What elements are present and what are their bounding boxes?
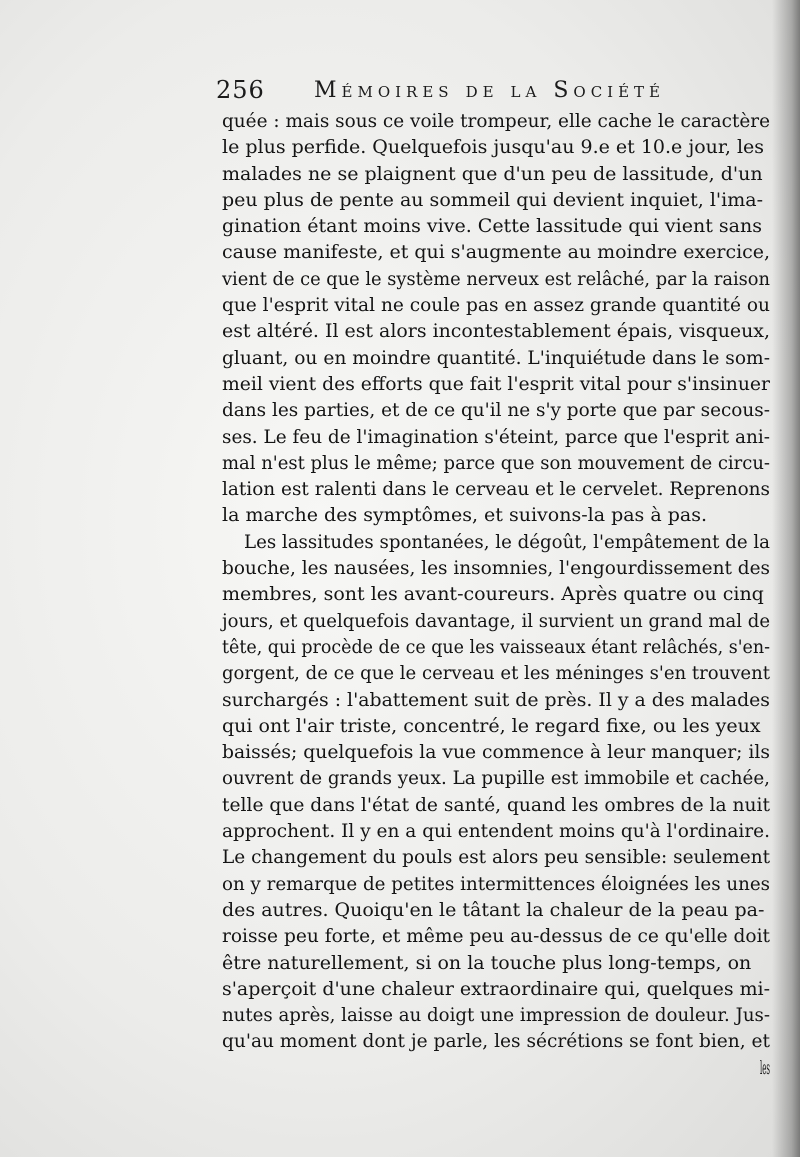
text-line: quée : mais sous ce voile trompeur, elle cache le caractère [222, 110, 771, 132]
text-line: être naturellement, si on la touche plus long-temps, on [222, 951, 752, 974]
binding-shadow [772, 0, 800, 1157]
text-line: bouche, les nausées, les insomnies, l'engourdissement des [222, 557, 770, 580]
text-line: gorgent, de ce que le cerveau et les méninges s'en trouvent [222, 662, 771, 685]
text-line: ouvrent de grands yeux. La pupille est immobile et cachée, [222, 767, 770, 790]
text-line: la marche des symptômes, et suivons-la pas à pas. [222, 504, 707, 527]
text-line: le plus perfide. Quelquefois jusqu'au 9.e et 10.e jour, les [222, 136, 765, 159]
text-line: est altéré. Il est alors incontestablement épais, visqueux, [222, 320, 771, 343]
text-line: ses. Le feu de l'imagination s'éteint, parce que l'esprit ani- [222, 425, 770, 448]
text-line: meil vient des efforts que fait l'esprit vital pour s'insinuer [222, 372, 770, 395]
text-line: cause manifeste, et qui s'augmente au moindre exercice, [222, 241, 771, 264]
text-line: malades ne se plaignent que d'un peu de lassitude, d'un [222, 162, 763, 185]
text-line: mal n'est plus le même; parce que son mouvement de circu- [222, 451, 770, 474]
text-line: les [760, 1056, 770, 1079]
text-line: lation est ralenti dans le cerveau et le cervelet. Reprenons [222, 478, 771, 501]
running-head: Mémoires de la Société [314, 78, 666, 103]
text-line: membres, sont les avant-coureurs. Après quatre ou cinq [222, 583, 764, 606]
text-line: qu'au moment dont je parle, les sécrétions se font bien, et [222, 1030, 770, 1053]
page-header [216, 74, 696, 108]
text-line: qui ont l'air triste, concentré, le regard fixe, ou les yeux [222, 714, 761, 737]
text-line: roisse peu forte, et même peu au-dessus de ce qu'elle doit [222, 925, 770, 948]
text-line: jours, et quelquefois davantage, il survient un grand mal de [222, 609, 771, 632]
text-line: surchargés : l'abattement suit de près. Il y a des malades [222, 688, 770, 711]
text-line: dans les parties, et de ce qu'il ne s'y porte que par secous- [222, 399, 770, 422]
text-line: gluant, ou en moindre quantité. L'inquiétude dans le som- [222, 346, 770, 369]
text-line: on y remarque de petites intermittences éloignées les unes [222, 872, 770, 895]
body-text [222, 108, 772, 1081]
text-line: peu plus de pente au sommeil qui devient inquiet, l'ima- [222, 188, 763, 211]
text-line: que l'esprit vital ne coule pas en assez grande quantité ou [222, 294, 770, 317]
text-line: nutes après, laisse au doigt une impression de douleur. Jus- [222, 1004, 770, 1027]
text-line: vient de ce que le système nerveux est relâché, par la raison [222, 267, 770, 290]
text-line: s'aperçoit d'une chaleur extraordinaire qui, quelques mi- [222, 977, 771, 1000]
text-line: Le changement du pouls est alors peu sensible: seulement [222, 846, 771, 869]
text-line: gination étant moins vive. Cette lassitude qui vient sans [222, 215, 762, 238]
page-number: 256 [216, 76, 265, 104]
text-line: des autres. Quoiqu'en le tâtant la chaleur de la peau pa- [222, 898, 765, 921]
text-line: approchent. Il y en a qui entendent moins qu'à l'ordinaire. [222, 820, 771, 843]
text-line: telle que dans l'état de santé, quand les ombres de la nuit [222, 793, 771, 816]
text-line: Les lassitudes spontanées, le dégoût, l'empâtement de la [244, 530, 770, 553]
text-line: tête, qui procède de ce que les vaisseaux étant relâchés, s'en- [222, 635, 770, 658]
text-line: baissés; quelquefois la vue commence à leur manquer; ils [222, 741, 771, 764]
